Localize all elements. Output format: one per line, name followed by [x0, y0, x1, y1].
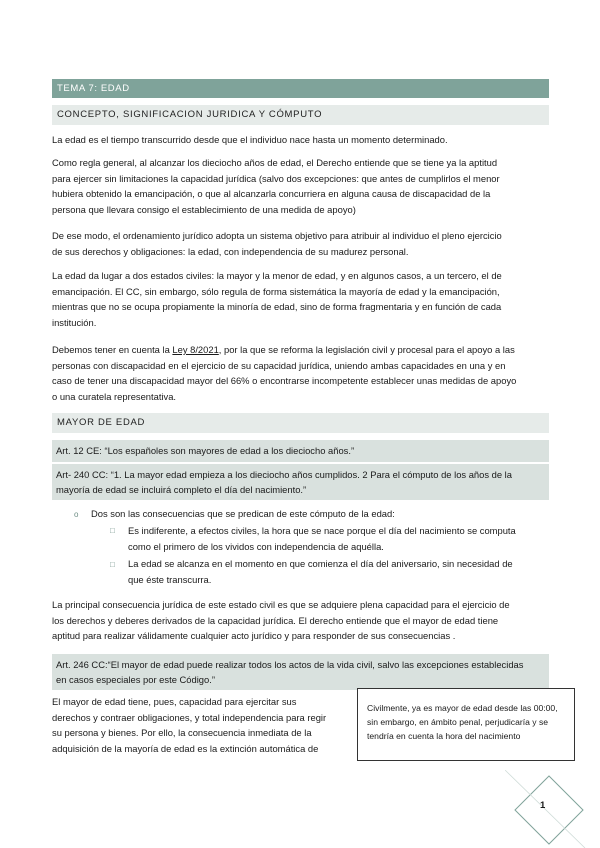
text-line: Es indiferente, a efectos civiles, la hora que se nace porque el día del nacimiento se computa [128, 525, 516, 536]
text-line: caso de tener una discapacidad mayor del 66% o encontrarse incompetente establecer unas medidas de apoyo [52, 375, 517, 387]
side-note-box [357, 688, 575, 761]
chapter-header: TEMA 7: EDAD [52, 79, 549, 98]
sub-bullet-aniversario [128, 556, 548, 587]
text-line: en casos especiales por este Código.” [56, 674, 215, 685]
paragraph-ley-8-2021 [52, 342, 549, 404]
text-line: que éste transcurra. [128, 573, 212, 585]
paragraph-capacidad-mayor-de-edad [52, 694, 348, 756]
paragraph-regla-general [52, 155, 549, 217]
text-line: mientras que no se ocupa propiamente la minoría de edad, sino de forma fragmentaria y en función de cada [52, 301, 502, 313]
sub-bullet-marker-icon: □ [110, 526, 115, 535]
text-line: de sus derechos y obligaciones: la edad, con independencia de su madurez personal. [52, 245, 409, 257]
text-line: Civilmente, ya es mayor de edad desde las 00:00, [367, 703, 558, 713]
text-line: aptitud para realizar válidamente cualquier acto jurídico y para responder de sus consecuencias . [52, 630, 456, 642]
paragraph-definition: La edad es el tiempo transcurrido desde que el individuo nace hasta un momento determinado. [52, 134, 448, 145]
text-line: para ejercer sin limitaciones la capacidad jurídica (salvo dos excepciones: que antes de cumplirlos el menor [52, 172, 500, 184]
quote-art-240-cc [52, 464, 549, 500]
text-line [52, 342, 549, 358]
text-fragment: , por la que se reforma la legislación civil y procesal para el apoyo a las [218, 344, 515, 355]
text-line: personas con discapacidad en el ejercicio de su capacidad jurídica, uniendo ambas capacidades en una y en [52, 359, 506, 371]
text-line: Art- 240 CC: “1. La mayor edad empieza a los dieciocho años cumplidos. 2 Para el cómputo de los años de la [56, 469, 512, 480]
text-line: como el primero de los vividos con independencia de aquélla. [128, 540, 384, 552]
text-line: sin embargo, en ámbito penal, perjudicaría y se [367, 717, 549, 727]
text-line: Art. 246 CC:“El mayor de edad puede realizar todos los actos de la vida civil, salvo las excepciones establecidas [56, 659, 524, 670]
text-line: derechos y contraer obligaciones, y total independencia para regir [52, 711, 327, 723]
text-line: hubiera obtenido la emancipación, o que al alcanzarla concurriera en alguna causa de discapacidad de la [52, 188, 491, 200]
text-line: persona que llevara consigo el establecimiento de una medida de apoyo) [52, 203, 356, 215]
text-fragment: Debemos tener en cuenta la [52, 344, 173, 355]
text-line: La edad se alcanza en el momento en que comienza el día del aniversario, sin necesidad de [128, 558, 513, 569]
sub-bullet-marker-icon: □ [110, 560, 115, 569]
page-corner-decoration [505, 770, 595, 848]
quote-art-12-ce: Art. 12 CE: “Los españoles son mayores de edad a los dieciocho años.” [52, 440, 549, 462]
text-line: De ese modo, el ordenamiento jurídico adopta un sistema objetivo para atribuir al individuo el pleno ejercicio [52, 230, 502, 241]
paragraph-consecuencia-principal [52, 597, 549, 644]
text-line: adquisición de la mayoría de edad es la extinción automática de [52, 742, 319, 754]
text-line: su persona y bienes. Por ello, la consecuencia inmediata de la [52, 727, 312, 739]
ley-8-2021-link[interactable]: Ley 8/2021 [172, 344, 219, 355]
paragraph-estados-civiles [52, 268, 549, 330]
text-line: mayoría de edad se incluirá completo el día del nacimiento.” [56, 484, 307, 495]
text-line: los derechos y deberes derivados de la capacidad jurídica. El derecho entiende que el mayor de edad tiene [52, 614, 499, 626]
quote-art-246-cc [52, 654, 549, 690]
text-line: La principal consecuencia jurídica de este estado civil es que se adquiere plena capacidad para el ejercicio de [52, 599, 510, 610]
section-heading-concepto: CONCEPTO, SIGNIFICACION JURIDICA Y CÓMPUTO [52, 105, 549, 125]
sub-bullet-hora-nacimiento [128, 523, 548, 554]
paragraph-sistema-objetivo [52, 228, 549, 259]
section-heading-mayor-de-edad: MAYOR DE EDAD [52, 413, 549, 433]
text-line: Como regla general, al alcanzar los dieciocho años de edad, el Derecho entiende que se tiene ya la aptitud [52, 157, 498, 168]
text-line: tendría en cuenta la hora del nacimiento [367, 731, 521, 741]
text-line: emancipación. El CC, sin embargo, sólo regula de forma sistemática la mayoría de edad y la emancipación, [52, 285, 500, 297]
bullet-consecuencias: Dos son las consecuencias que se predican de este cómputo de la edad: [91, 508, 395, 519]
text-line: institución. [52, 316, 97, 328]
page-number: 1 [540, 800, 546, 811]
text-line: El mayor de edad tiene, pues, capacidad para ejercitar sus [52, 696, 297, 707]
text-line: La edad da lugar a dos estados civiles: la mayor y la menor de edad, y en algunos casos, a un tercero, el de [52, 270, 502, 281]
text-line: o una curatela representativa. [52, 390, 177, 402]
bullet-marker-icon: o [74, 510, 79, 519]
